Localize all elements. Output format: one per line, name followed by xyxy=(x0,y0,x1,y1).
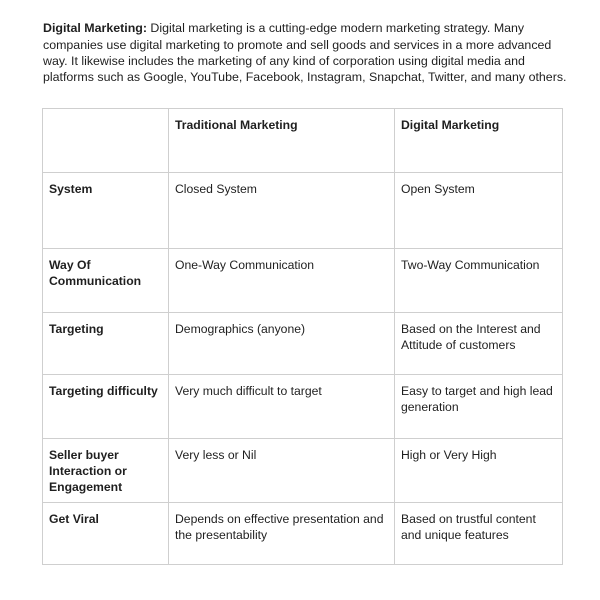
row-label: Way Of Communication xyxy=(43,249,169,313)
table-row xyxy=(43,439,563,503)
table-row xyxy=(43,249,563,313)
digital-cell: High or Very High xyxy=(395,439,563,503)
row-label: Targeting xyxy=(43,313,169,375)
traditional-cell: Very less or Nil xyxy=(169,439,395,503)
header-digital-marketing: Digital Marketing xyxy=(395,109,563,173)
digital-cell: Based on trustful content and unique features xyxy=(395,503,563,565)
intro-paragraph xyxy=(43,20,573,85)
traditional-cell: Depends on effective presentation and the presentability xyxy=(169,503,395,565)
comparison-table xyxy=(42,108,563,565)
table-header-row xyxy=(43,109,563,173)
traditional-cell: Very much difficult to target xyxy=(169,375,395,439)
traditional-cell: One-Way Communication xyxy=(169,249,395,313)
digital-cell: Open System xyxy=(395,173,563,249)
table-row xyxy=(43,173,563,249)
digital-cell: Two-Way Communication xyxy=(395,249,563,313)
table-row xyxy=(43,313,563,375)
table-row xyxy=(43,375,563,439)
row-label: Targeting difficulty xyxy=(43,375,169,439)
row-label: System xyxy=(43,173,169,249)
digital-cell: Based on the Interest and Attitude of customers xyxy=(395,313,563,375)
header-traditional-marketing: Traditional Marketing xyxy=(169,109,395,173)
row-label: Get Viral xyxy=(43,503,169,565)
traditional-cell: Closed System xyxy=(169,173,395,249)
intro-text: Digital marketing is a cutting-edge modern marketing strategy. Many companies use digital marketing to promote and sell goods and services in a more advanced way. It likewise includes the marketing of any kind of corporation using digital media and platforms such as Google, YouTube, Facebook, Instagram, Snapchat, Twitter, and many others. xyxy=(43,21,567,84)
traditional-cell: Demographics (anyone) xyxy=(169,313,395,375)
table-row xyxy=(43,503,563,565)
intro-lead: Digital Marketing: xyxy=(43,21,147,36)
header-cell-empty xyxy=(43,109,169,173)
row-label: Seller buyer Interaction or Engagement xyxy=(43,439,169,503)
digital-cell: Easy to target and high lead generation xyxy=(395,375,563,439)
